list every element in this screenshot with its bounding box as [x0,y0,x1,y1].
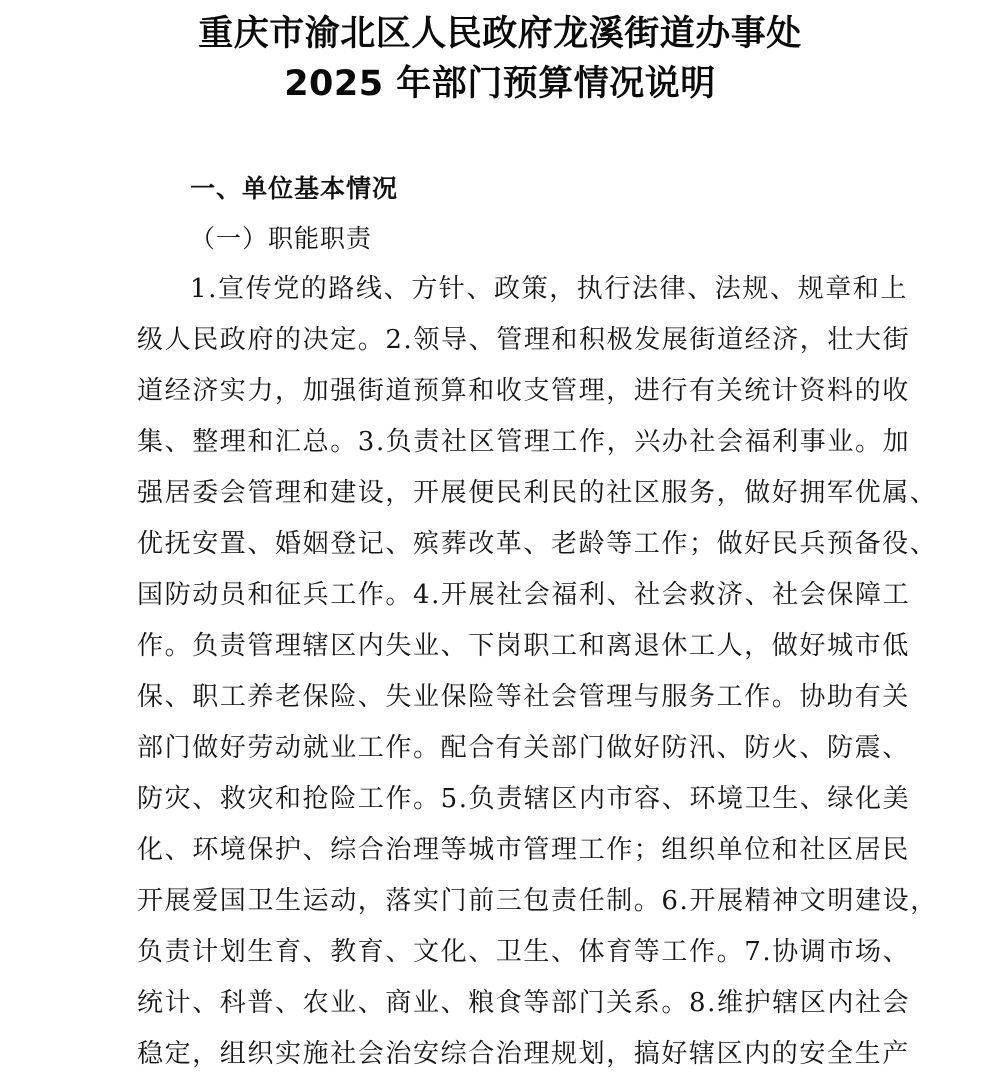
body-line: 部门做好劳动就业工作。配合有关部门做好防汛、防火、防震、 [137,733,910,763]
body-line: 级人民政府的决定。2.领导、管理和积极发展街道经济，壮大街 [137,325,911,355]
document-title-line-2: 2025 年部门预算情况说明 [284,64,716,104]
sub-heading: （一）职能职责 [190,224,373,253]
body-line: 化、环境保护、综合治理等城市管理工作；组织单位和社区居民 [137,835,910,865]
body-line: 开展爱国卫生运动，落实门前三包责任制。6.开展精神文明建设， [137,886,938,916]
body-line: 集、整理和汇总。3.负责社区管理工作，兴办社会福利事业。加 [137,427,911,457]
body-line: 保、职工养老保险、失业保险等社会管理与服务工作。协助有关 [137,682,910,712]
section-heading: 一、单位基本情况 [190,174,399,203]
body-line: 防灾、救灾和抢险工作。5.负责辖区内市容、环境卫生、绿化美 [137,784,911,814]
body-line: 强居委会管理和建设，开展便民利民的社区服务，做好拥军优属、 [137,478,938,508]
body-line: 1.宣传党的路线、方针、政策，执行法律、法规、规章和上 [190,274,909,304]
body-line: 道经济实力，加强街道预算和收支管理，进行有关统计资料的收 [137,376,910,406]
body-line: 国防动员和征兵工作。4.开展社会福利、社会救济、社会保障工 [137,580,911,610]
body-line: 稳定，组织实施社会治安综合治理规划，搞好辖区内的安全生产 [137,1039,910,1069]
body-line: 作。负责管理辖区内失业、下岗职工和离退休工人，做好城市低 [137,631,910,661]
body-line: 负责计划生育、教育、文化、卫生、体育等工作。7.协调市场、 [137,937,911,967]
body-paragraph [137,271,938,1087]
body-line: 统计、科普、农业、商业、粮食等部门关系。8.维护辖区内社会 [137,988,911,1018]
body-line: 优抚安置、婚姻登记、殡葬改革、老龄等工作；做好民兵预备役、 [137,529,938,559]
document-title-line-1: 重庆市渝北区人民政府龙溪街道办事处 [198,14,802,54]
